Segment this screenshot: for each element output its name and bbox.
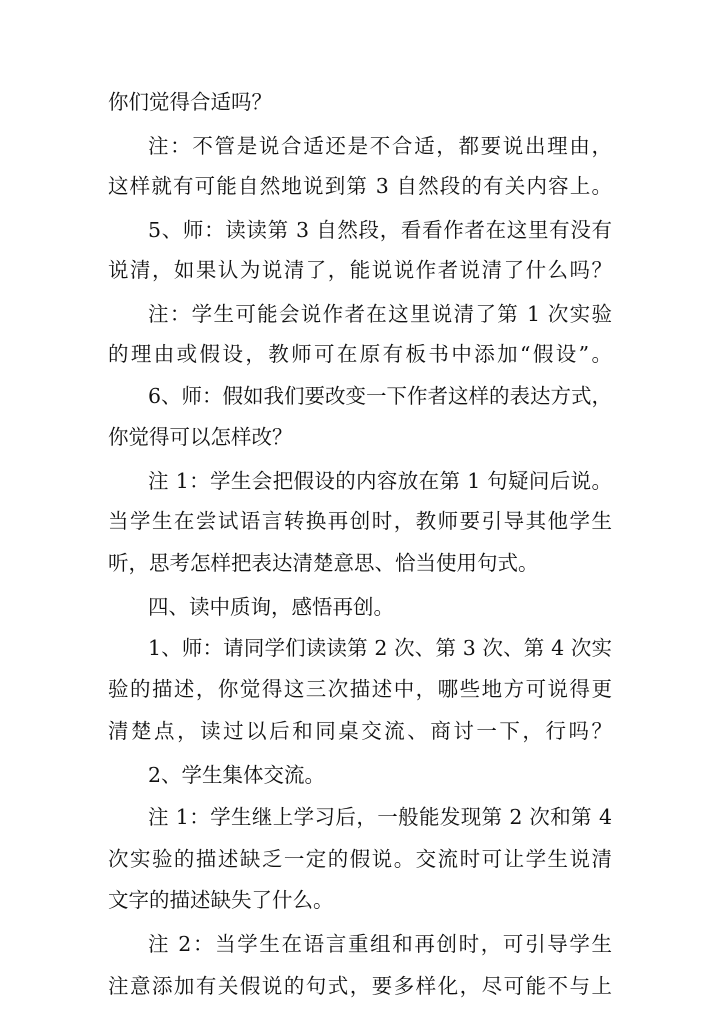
text-line: 的理由或假设，教师可在原有板书中添加“假设”。 [108,342,612,366]
text-line: 注 1：学生继上学习后，一般能发现第 2 次和第 4 [148,805,612,829]
text-line: 注意添加有关假说的句式，要多样化，尽可能不与上 [108,974,612,998]
text-line: 注：学生可能会说作者在这里说清了第 1 次实验 [148,302,612,326]
text-line: 注 2：当学生在语言重组和再创时，可引导学生 [148,932,612,956]
text-line: 听，思考怎样把表达清楚意思、恰当使用句式。 [108,551,539,575]
text-line: 文字的描述缺失了什么。 [108,888,334,912]
text-line: 1、师：请同学们读读第 2 次、第 3 次、第 4 次实 [148,636,612,660]
text-line: 5、师：读读第 3 自然段，看看作者在这里有没有 [148,218,612,242]
text-line: 你觉得可以怎样改？ [108,425,293,449]
text-line: 清楚点，读过以后和同桌交流、商讨一下，行吗？ [108,719,612,743]
text-line: 2、学生集体交流。 [148,763,326,787]
text-line: 你们觉得合适吗？ [108,90,272,114]
text-line: 验的描述，你觉得这三次描述中，哪些地方可说得更 [108,677,612,701]
text-line: 四、读中质询，感悟再创。 [148,595,394,619]
text-line: 这样就有可能自然地说到第 3 自然段的有关内容上。 [108,174,612,198]
text-line: 说清，如果认为说清了，能说说作者说清了什么吗？ [108,258,612,282]
text-line: 6、师：假如我们要改变一下作者这样的表达方式， [148,384,613,408]
text-line: 注：不管是说合适还是不合适，都要说出理由， [148,134,612,158]
text-line: 次实验的描述缺乏一定的假说。交流时可让学生说清 [108,847,612,871]
text-line: 当学生在尝试语言转换再创时，教师要引导其他学生 [108,509,612,533]
text-line: 注 1：学生会把假设的内容放在第 1 句疑问后说。 [148,469,612,493]
